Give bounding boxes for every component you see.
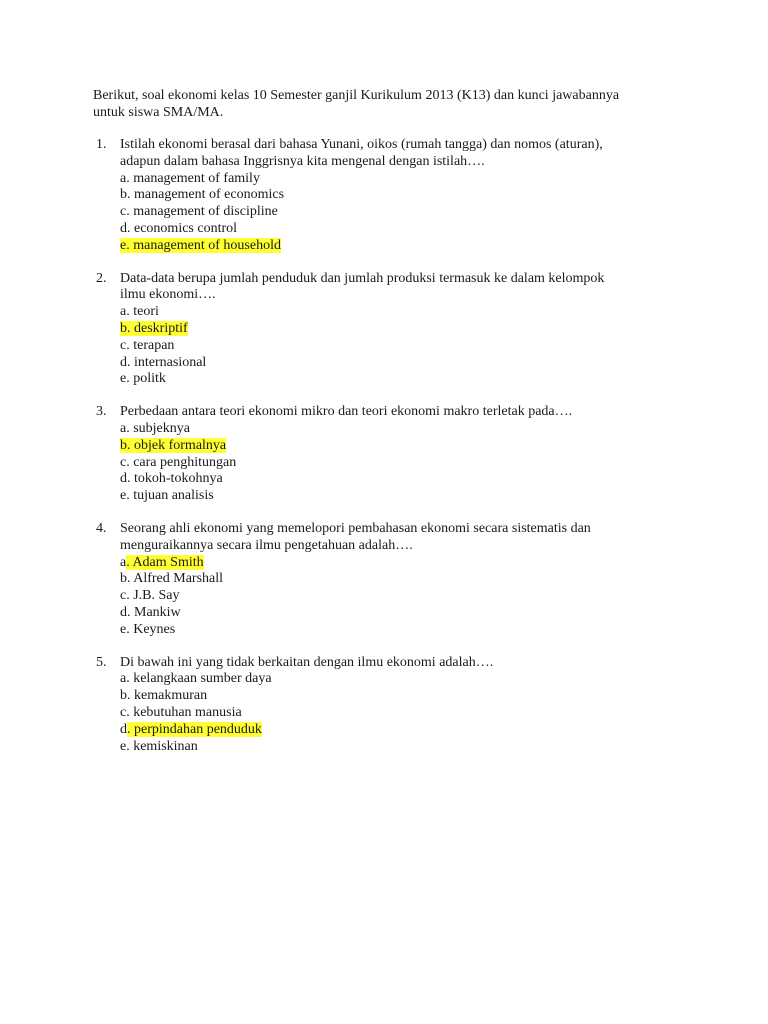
question-4 [96,521,696,639]
question-text-line: Data-data berupa jumlah penduduk dan jumlah produksi termasuk ke dalam kelompok [120,270,605,286]
question-body [120,521,680,639]
answer-option-d-correct [120,722,680,739]
question-body [120,271,680,389]
answer-option-b: b. Alfred Marshall [120,571,224,587]
question-text-line: adapun dalam bahasa Inggrisnya kita mengenal dengan istilah…. [120,153,485,169]
answer-option-e-correct [120,238,680,255]
answer-option-a-correct [120,555,680,572]
question-2 [96,271,696,389]
intro-line-1: Berikut, soal ekonomi kelas 10 Semester ganjil Kurikulum 2013 (K13) dan kunci jawabannya [93,88,620,103]
intro-paragraph [93,88,693,122]
answer-option-b: b. kemakmuran [120,688,208,704]
question-number: 4. [96,520,107,536]
question-text-line: ilmu ekonomi…. [120,287,216,303]
answer-option-c: c. J.B. Say [120,588,180,604]
correct-answer-highlight: b. objek formalnya [120,437,227,453]
answer-option-a: a. kelangkaan sumber daya [120,671,272,687]
question-body [120,655,680,756]
option-letter: a [120,554,127,570]
answer-option-d: d. internasional [120,354,207,370]
answer-option-c: c. cara penghitungan [120,454,237,470]
answer-option-d: d. economics control [120,220,238,236]
answer-option-b-correct [120,321,680,338]
question-number: 2. [96,270,107,286]
answer-option-a: a. subjeknya [120,420,190,436]
question-body [120,137,680,255]
correct-answer-highlight: . Adam Smith [126,554,204,570]
question-list [96,137,696,755]
question-text-line: Perbedaan antara teori ekonomi mikro dan teori ekonomi makro terletak pada…. [120,404,573,420]
correct-answer-highlight: b. deskriptif [120,320,188,336]
answer-option-c: c. terapan [120,337,175,353]
answer-option-c: c. management of discipline [120,204,278,220]
option-letter: d [120,721,127,737]
answer-option-e: e. politk [120,371,166,387]
correct-answer-highlight: e. management of household [120,237,281,253]
answer-options [120,171,680,255]
correct-answer-highlight: . perpindahan penduduk [127,721,262,737]
answer-option-d: d. tokoh-tokohnya [120,471,223,487]
question-5 [96,655,696,756]
answer-option-e: e. kemiskinan [120,738,198,754]
answer-option-e: e. Keynes [120,621,176,637]
answer-option-a: a. teori [120,304,159,320]
answer-options [120,555,680,639]
answer-option-d: d. Mankiw [120,604,181,620]
question-1 [96,137,696,255]
answer-options [120,421,680,505]
answer-option-b: b. management of economics [120,187,285,203]
question-number: 3. [96,404,107,420]
question-text-line: Istilah ekonomi berasal dari bahasa Yunani, oikos (rumah tangga) dan nomos (aturan), [120,137,603,152]
question-number: 1. [96,137,107,152]
question-3 [96,404,696,505]
question-number: 5. [96,654,107,670]
answer-options [120,671,680,755]
answer-option-b-correct [120,438,680,455]
answer-option-e: e. tujuan analisis [120,488,214,504]
answer-option-a: a. management of family [120,170,260,186]
question-text-line: Di bawah ini yang tidak berkaitan dengan ilmu ekonomi adalah…. [120,654,494,670]
answer-options [120,304,680,388]
question-text-line: Seorang ahli ekonomi yang memelopori pembahasan ekonomi secara sistematis dan [120,520,591,536]
question-text-line: menguraikannya secara ilmu pengetahuan adalah…. [120,537,413,553]
intro-line-2: untuk siswa SMA/MA. [93,104,224,120]
answer-option-c: c. kebutuhan manusia [120,704,242,720]
question-body [120,404,680,505]
